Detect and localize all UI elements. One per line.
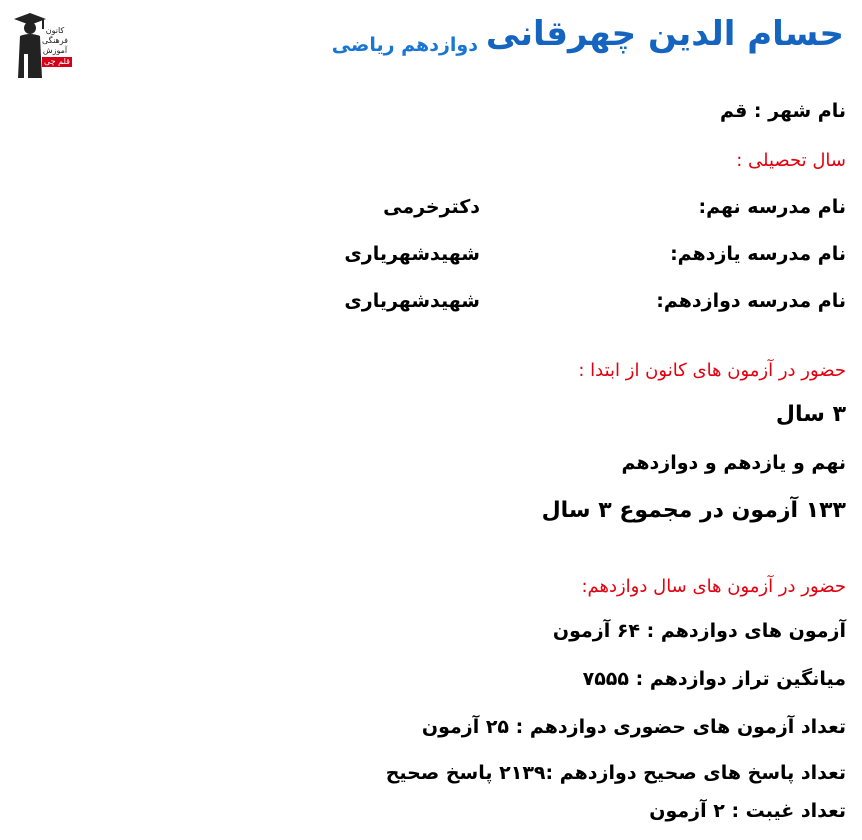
grade12-section-label: حضور در آزمون های سال دوازدهم: [581,576,846,597]
grade12-line: آزمون های دوازدهم : ۶۴ آزمون [552,620,846,642]
kanoon-line: ۱۳۳ آزمون در مجموع ۳ سال [541,498,846,523]
logo-text-line: فرهنگی [42,36,68,45]
kanoon-line: نهم و یازدهم و دوازدهم [621,452,846,474]
logo-text-line: قلم چی [42,57,72,67]
school-label-11: نام مدرسه یازدهم: [670,243,846,265]
kanoon-logo [12,10,74,80]
school-value-9: دکترخرمی [383,196,480,218]
grade12-line: تعداد غیبت : ۲ آزمون [649,800,846,822]
grade12-line: تعداد پاسخ های صحیح دوازدهم :۲۱۳۹ پاسخ صحیح [385,762,846,784]
student-name: حسام الدین چهرقانی [485,14,844,54]
academic-year-label: سال تحصیلی : [736,150,846,171]
logo-text-line: کانون [45,26,65,35]
grade-label: دوازدهم ریاضی [331,34,478,56]
school-label-9: نام مدرسه نهم: [698,196,846,218]
logo-text-line: آموزش [42,46,68,55]
kanoon-section-label: حضور در آزمون های کانون از ابتدا : [578,360,846,381]
school-label-12: نام مدرسه دوازدهم: [656,290,846,312]
school-value-12: شهیدشهریاری [344,290,480,312]
school-value-11: شهیدشهریاری [344,243,480,265]
grade12-line: میانگین تراز دوازدهم : ۷۵۵۵ [582,668,846,690]
kanoon-line: ۳ سال [775,402,846,427]
grade12-line: تعداد آزمون های حضوری دوازدهم : ۲۵ آزمون [421,716,846,738]
city: نام شهر : قم [719,100,846,122]
